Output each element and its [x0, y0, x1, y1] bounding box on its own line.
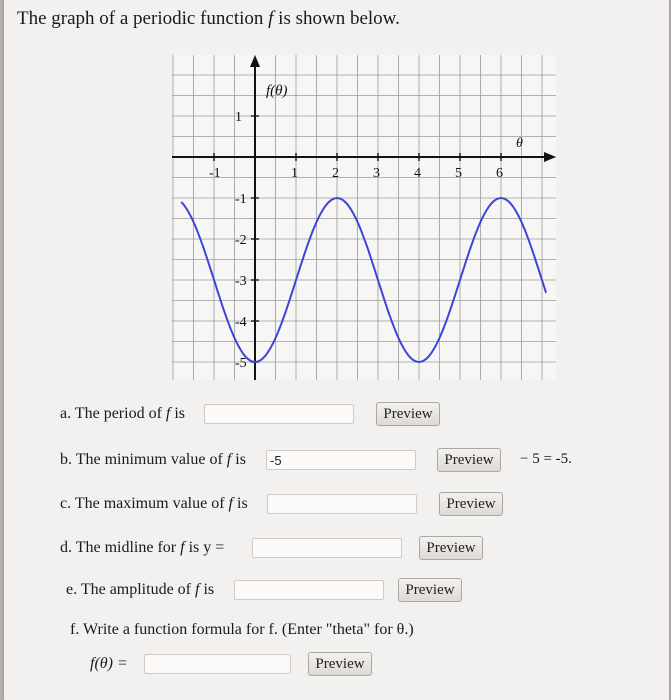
preview-button-b[interactable]: Preview	[437, 448, 501, 472]
y-axis-label: f(θ)	[266, 83, 288, 99]
question-d	[60, 539, 224, 557]
question-a-fn: f	[165, 405, 171, 422]
question-d-suffix: is y =	[188, 539, 225, 556]
x-tick-label: 2	[332, 166, 339, 181]
question-d-fn: f	[180, 539, 185, 556]
minimum-input[interactable]: -5	[266, 450, 416, 470]
formula-label: f(θ) =	[90, 655, 128, 672]
graph-grid	[172, 55, 556, 380]
intro-suffix: is shown below.	[278, 8, 400, 29]
question-c-fn: f	[228, 495, 233, 512]
graph-plot-area	[172, 55, 556, 380]
y-tick-label: -5	[235, 356, 247, 371]
question-e	[66, 581, 214, 599]
x-tick-label: 4	[414, 166, 421, 181]
question-e-fn: f	[195, 581, 200, 598]
preview-button-e[interactable]: Preview	[398, 578, 462, 602]
question-a-prefix: a. The period of	[60, 405, 162, 422]
question-e-prefix: e. The amplitude of	[66, 581, 191, 598]
x-axis-label: θ	[516, 136, 523, 151]
question-e-suffix: is	[203, 581, 215, 598]
question-b	[60, 451, 246, 469]
y-tick-label: -2	[235, 233, 247, 248]
preview-button-a[interactable]: Preview	[376, 402, 440, 426]
question-f-prompt: f. Write a function formula for f. (Enter "theta" for θ.)	[70, 621, 414, 638]
question-c	[60, 495, 248, 513]
question-d-prefix: d. The midline for	[60, 539, 177, 556]
question-b-fn: f	[226, 451, 232, 468]
y-tick-label: 1	[235, 110, 242, 125]
preview-button-c[interactable]: Preview	[439, 492, 503, 516]
question-c-prefix: c. The maximum value of	[60, 495, 225, 512]
function-graph	[4, 0, 669, 400]
intro-fn: f	[268, 8, 274, 29]
intro-prefix: The graph of a periodic function	[17, 8, 264, 29]
period-input[interactable]	[204, 404, 354, 424]
question-sheet	[4, 0, 669, 700]
amplitude-input[interactable]	[234, 580, 384, 600]
x-tick-label: 6	[496, 166, 503, 181]
y-tick-label: -4	[235, 315, 247, 330]
question-b-suffix: is	[235, 451, 246, 468]
minimum-preview-output: − 5 = -5.	[520, 451, 572, 467]
maximum-input[interactable]	[267, 494, 417, 514]
x-tick-label: 3	[373, 166, 380, 181]
preview-button-f[interactable]: Preview	[308, 652, 372, 676]
question-b-prefix: b. The minimum value of	[60, 451, 223, 468]
x-tick-label: 1	[291, 166, 298, 181]
x-tick-label: 5	[455, 166, 462, 181]
question-a	[60, 405, 185, 423]
y-tick-label: -1	[235, 192, 247, 207]
question-c-suffix: is	[237, 495, 248, 512]
midline-input[interactable]	[252, 538, 402, 558]
formula-input[interactable]	[144, 654, 291, 674]
x-tick-label: -1	[209, 166, 221, 181]
preview-button-d[interactable]: Preview	[419, 536, 483, 560]
question-a-suffix: is	[174, 405, 186, 422]
y-tick-label: -3	[235, 274, 247, 289]
